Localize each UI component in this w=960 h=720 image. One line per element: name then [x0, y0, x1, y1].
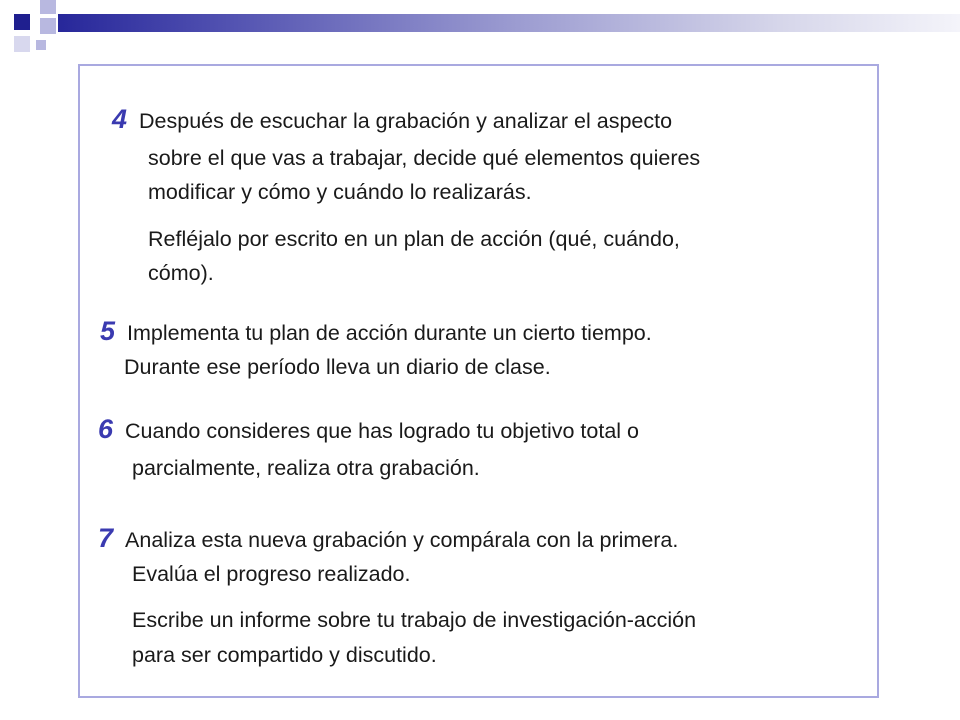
step-4-continuation-1: sobre el que vas a trabajar, decide qué elementos quieres: [148, 146, 701, 170]
step-number: 7: [98, 523, 114, 553]
corner-square-lavender-mid: [40, 18, 56, 34]
step-6-first-line: [98, 416, 639, 443]
step-4-continuation-2: modificar y cómo y cuándo lo realizarás.: [148, 180, 532, 204]
step-5-first-line: [100, 318, 652, 345]
step-4-extra-2: cómo).: [148, 261, 214, 285]
step-text: Después de escuchar la grabación y analizar el aspecto: [139, 109, 673, 133]
corner-square-pale-left: [14, 36, 30, 52]
step-number: 6: [98, 414, 114, 444]
step-number: 5: [100, 316, 116, 346]
corner-square-navy: [14, 14, 30, 30]
step-text: Cuando consideres que has logrado tu objetivo total o: [125, 419, 639, 443]
step-7-continuation-1: Evalúa el progreso realizado.: [132, 562, 411, 586]
step-7-extra-2: para ser compartido y discutido.: [132, 643, 437, 667]
step-number: 4: [112, 104, 128, 134]
corner-square-lavender-top: [40, 0, 56, 14]
step-4-extra-1: Refléjalo por escrito en un plan de acción (qué, cuándo,: [148, 227, 680, 251]
step-7-extra-1: Escribe un informe sobre tu trabajo de investigación-acción: [132, 608, 697, 632]
header-gradient-bar: [58, 14, 960, 32]
step-4-first-line: [112, 106, 672, 133]
step-7-first-line: [98, 525, 678, 552]
corner-square-lavender-bottom: [36, 40, 46, 50]
step-text: Implementa tu plan de acción durante un cierto tiempo.: [127, 321, 652, 345]
step-5-continuation-1: Durante ese período lleva un diario de clase.: [124, 355, 551, 379]
step-text: Analiza esta nueva grabación y compárala con la primera.: [125, 528, 679, 552]
step-6-continuation-1: parcialmente, realiza otra grabación.: [132, 456, 480, 480]
